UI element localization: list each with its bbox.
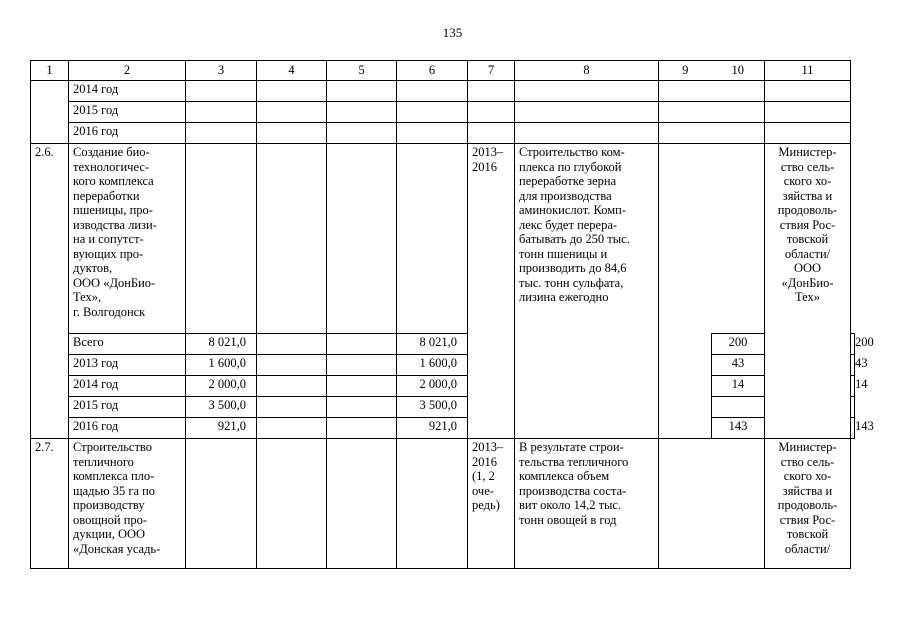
item-title: Строительство тепличного комплекса пло- щадью 35 га по производству овощной про- дукции, ООО «Донская усадь- [69,439,186,569]
table-row [31,144,855,334]
item-title: Создание био- технологичес- кого комплекса переработки пшеницы, про- изводства лизи- на и сопутст- вующих про- дуктов, ООО «ДонБио- Тех», г. Волгодонск [69,144,186,334]
header-cell: 7 [468,61,515,81]
year-label: 2014 год [69,81,186,102]
row-label: 2014 год [69,376,186,397]
item-number: 2.7. [31,439,69,569]
value-cell: 14 [712,376,765,397]
item-number: 2.6. [31,144,69,439]
value-cell: 3 500,0 [397,397,468,418]
value-cell: 8 021,0 [186,334,257,355]
table-row [31,355,855,376]
page-number: 135 [442,25,463,40]
value-cell: 2 000,0 [397,376,468,397]
value-cell: 921,0 [397,418,468,439]
header-cell: 2 [69,61,186,81]
header-cell: 9 [659,61,712,81]
table-row [31,376,855,397]
value-cell: 1 600,0 [397,355,468,376]
year-label: 2016 год [69,123,186,144]
value-cell: 200 [712,334,765,355]
value-cell: 921,0 [186,418,257,439]
item-period: 2013– 2016 (1, 2 оче- редь) [468,439,515,569]
value-cell: 200 [851,334,855,355]
row-label: 2016 год [69,418,186,439]
year-label: 2015 год [69,102,186,123]
table-row [31,123,855,144]
table-row [31,397,855,418]
item-number-cell [31,81,69,144]
item-executor: Министер- ство сель- ского хо- зяйства и продоволь- ствия Рос- товской области/ [765,439,851,569]
item-executor: Министер- ство сель- ского хо- зяйства и продоволь- ствия Рос- товской области/ ООО «ДонБио- Тех» [765,144,851,439]
row-label: 2013 год [69,355,186,376]
table-row [31,418,855,439]
header-cell: 1 [31,61,69,81]
value-cell [712,397,765,418]
item-period: 2013– 2016 [468,144,515,439]
value-cell: 43 [712,355,765,376]
item-description: Строительство ком- плекса по глубокой переработке зерна для производства аминокислот. Комп- лекс будет перера- батывать до 250 тыс. тонн пшеницы и производить до 84,6 тыс. тонн сульфата, лизина ежегодно [515,144,659,439]
header-cell: 3 [186,61,257,81]
item-description: В результате строи- тельства тепличного комплекса объем производства соста- вит около 14,2 тыс. тонн овощей в год [515,439,659,569]
value-cell [851,397,855,418]
value-cell: 14 [851,376,855,397]
program-table [30,60,874,569]
table-row [31,102,855,123]
header-cell: 5 [327,61,397,81]
value-cell: 143 [851,418,855,439]
table-row [31,81,855,102]
value-cell: 3 500,0 [186,397,257,418]
header-cell: 4 [257,61,327,81]
header-cell: 10 [712,61,765,81]
row-label: 2015 год [69,397,186,418]
header-row [31,61,855,81]
header-cell: 8 [515,61,659,81]
header-cell: 11 [765,61,851,81]
table-row [31,439,855,569]
table-row [31,334,855,355]
header-cell: 6 [397,61,468,81]
value-cell: 1 600,0 [186,355,257,376]
value-cell: 43 [851,355,855,376]
value-cell: 143 [712,418,765,439]
value-cell: 2 000,0 [186,376,257,397]
row-label: Всего [69,334,186,355]
value-cell: 8 021,0 [397,334,468,355]
